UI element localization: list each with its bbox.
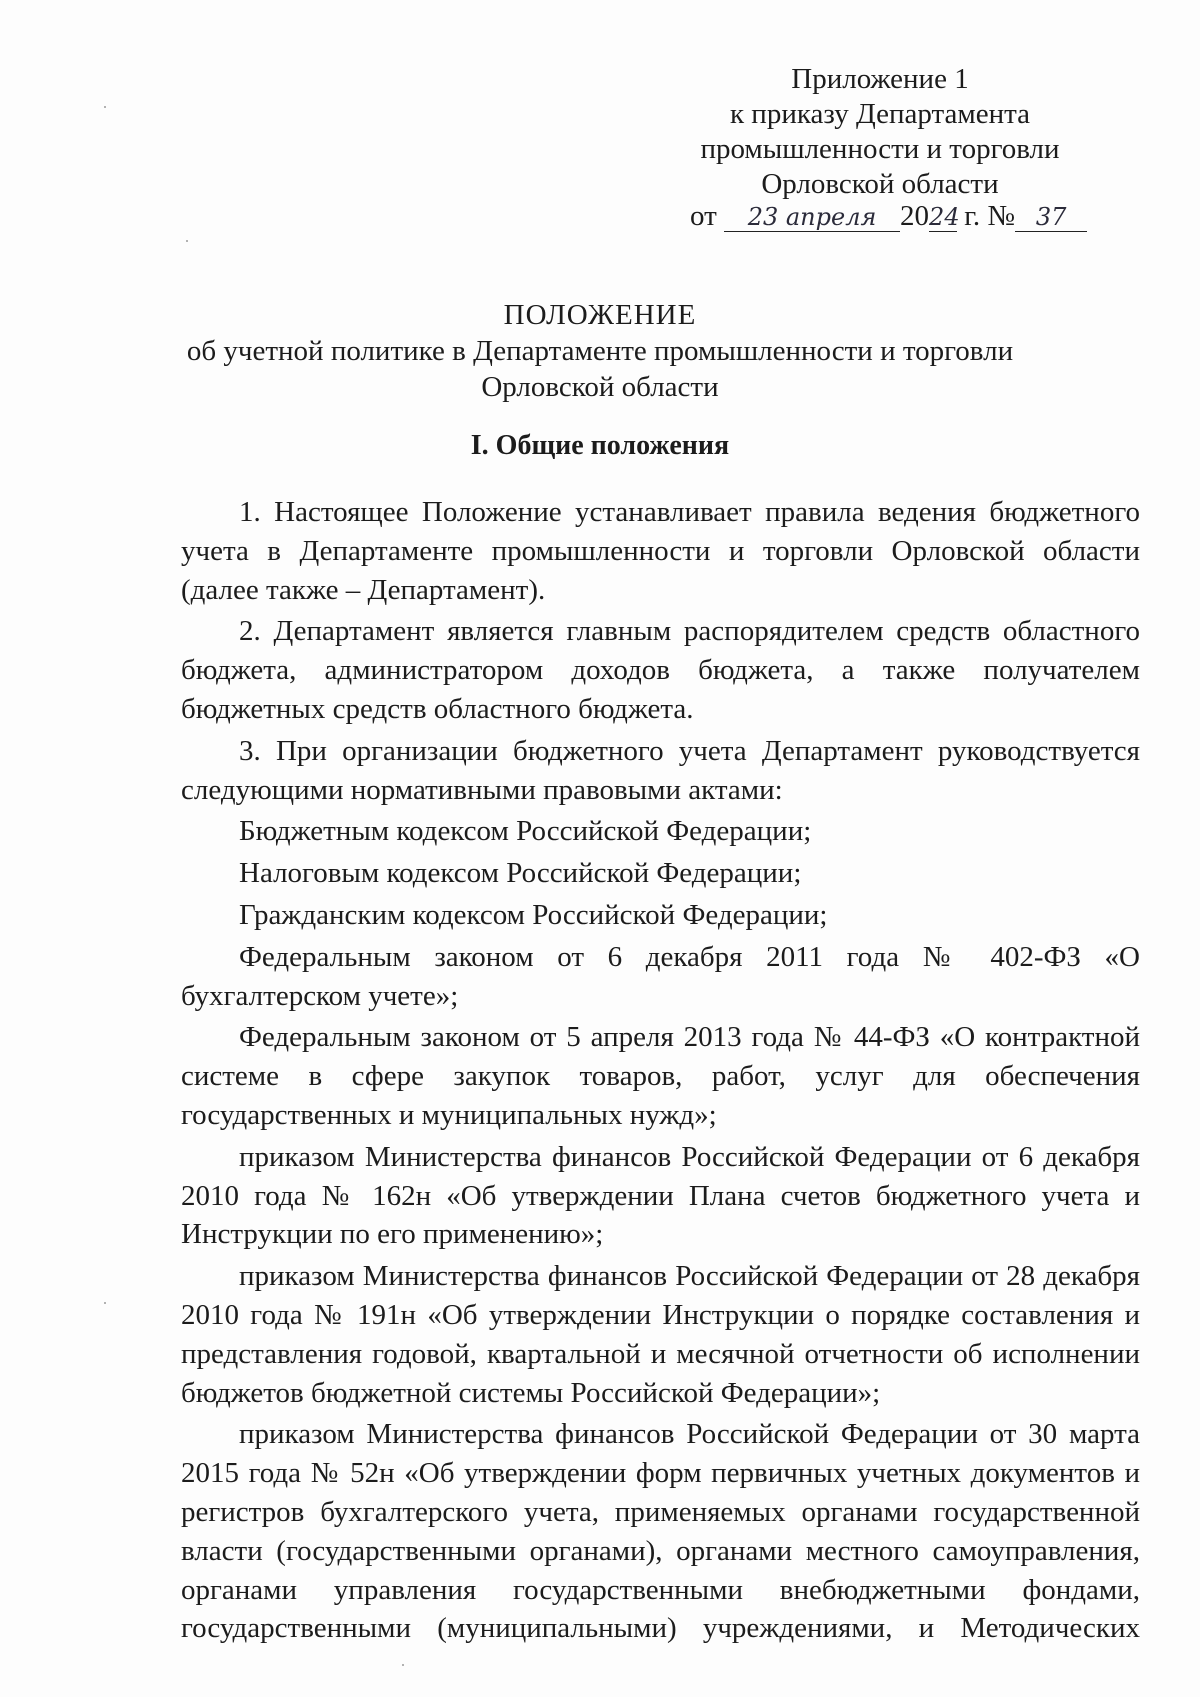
body-text <box>181 493 1140 1648</box>
list-item-tax-code: Налоговым кодексом Российской Федерации; <box>239 857 802 890</box>
list-item-order-162n: приказом Министерства финансов Российской Федерации от 6 декабря 2010 года № 162н «Об утверждении Плана счетов бюджетного учета и Инструкции по его применению»; <box>181 1140 1140 1251</box>
scan-speck <box>104 106 106 108</box>
list-item-civil-code: Гражданским кодексом Российской Федерации; <box>239 898 828 931</box>
list-item-budget-code: Бюджетным кодексом Российской Федерации; <box>239 815 812 848</box>
appendix-line-4: Орловской области <box>761 168 999 200</box>
appendix-header <box>640 62 1120 202</box>
handwritten-date: 23 апреля <box>724 203 900 232</box>
year-number-label: г. № <box>964 200 1016 232</box>
order-date-line <box>690 200 1087 233</box>
scan-speck <box>402 1664 404 1666</box>
document-title <box>0 297 1200 405</box>
list-item-law-402: Федеральным законом от 6 декабря 2011 года № 402-ФЗ «О бухгалтерском учете»; <box>181 940 1140 1012</box>
appendix-line-3: промышленности и торговли <box>700 133 1060 165</box>
scan-speck <box>104 1302 106 1304</box>
handwritten-order-number: 37 <box>1015 203 1087 232</box>
title-line-2: об учетной политике в Департаменте промышленности и торговли <box>186 335 1014 367</box>
appendix-line-2: к приказу Департамента <box>729 98 1031 130</box>
list-item-order-52n: приказом Министерства финансов Российской Федерации от 30 марта 2015 года № 52н «Об утверждении форм первичных учетных документов и регистров бухгалтерского учета, применяемых органами государственной власти (государственными органами), органами местного самоуправления, органами управления государственными внебюджетными фондами, государственными (муниципальными) учреждениями, и Методических <box>181 1418 1140 1645</box>
list-item-order-191n: приказом Министерства финансов Российской Федерации от 28 декабря 2010 года № 191н «Об утверждении Инструкции о порядке составления и представления годовой, квартальной и месячной отчетности об исполнении бюджетов бюджетной системы Российской Федерации»; <box>181 1260 1140 1409</box>
date-prefix: от <box>690 200 717 232</box>
section-heading: I. Общие положения <box>470 430 730 461</box>
paragraph-1: 1. Настоящее Положение устанавливает правила ведения бюджетного учета в Департаменте промышленности и торговли Орловской области (далее также – Департамент). <box>181 496 1140 606</box>
paragraph-3: 3. При организации бюджетного учета Департамент руководствуется следующими нормативными правовыми актами: <box>181 734 1140 806</box>
title-line-3: Орловской области <box>481 371 719 403</box>
title-main: ПОЛОЖЕНИЕ <box>503 299 697 331</box>
paragraph-2: 2. Департамент является главным распорядителем средств областного бюджета, администратором доходов бюджета, а также получателем бюджетных средств областного бюджета. <box>181 615 1140 725</box>
appendix-line-1: Приложение 1 <box>791 63 969 95</box>
scan-speck <box>186 240 188 242</box>
handwritten-year: 24 <box>929 203 960 231</box>
year-prefix: 20 <box>900 200 930 232</box>
list-item-law-44: Федеральным законом от 5 апреля 2013 года № 44-ФЗ «О контрактной системе в сфере закупок товаров, работ, услуг для обеспечения государственных и муниципальных нужд»; <box>181 1021 1140 1131</box>
